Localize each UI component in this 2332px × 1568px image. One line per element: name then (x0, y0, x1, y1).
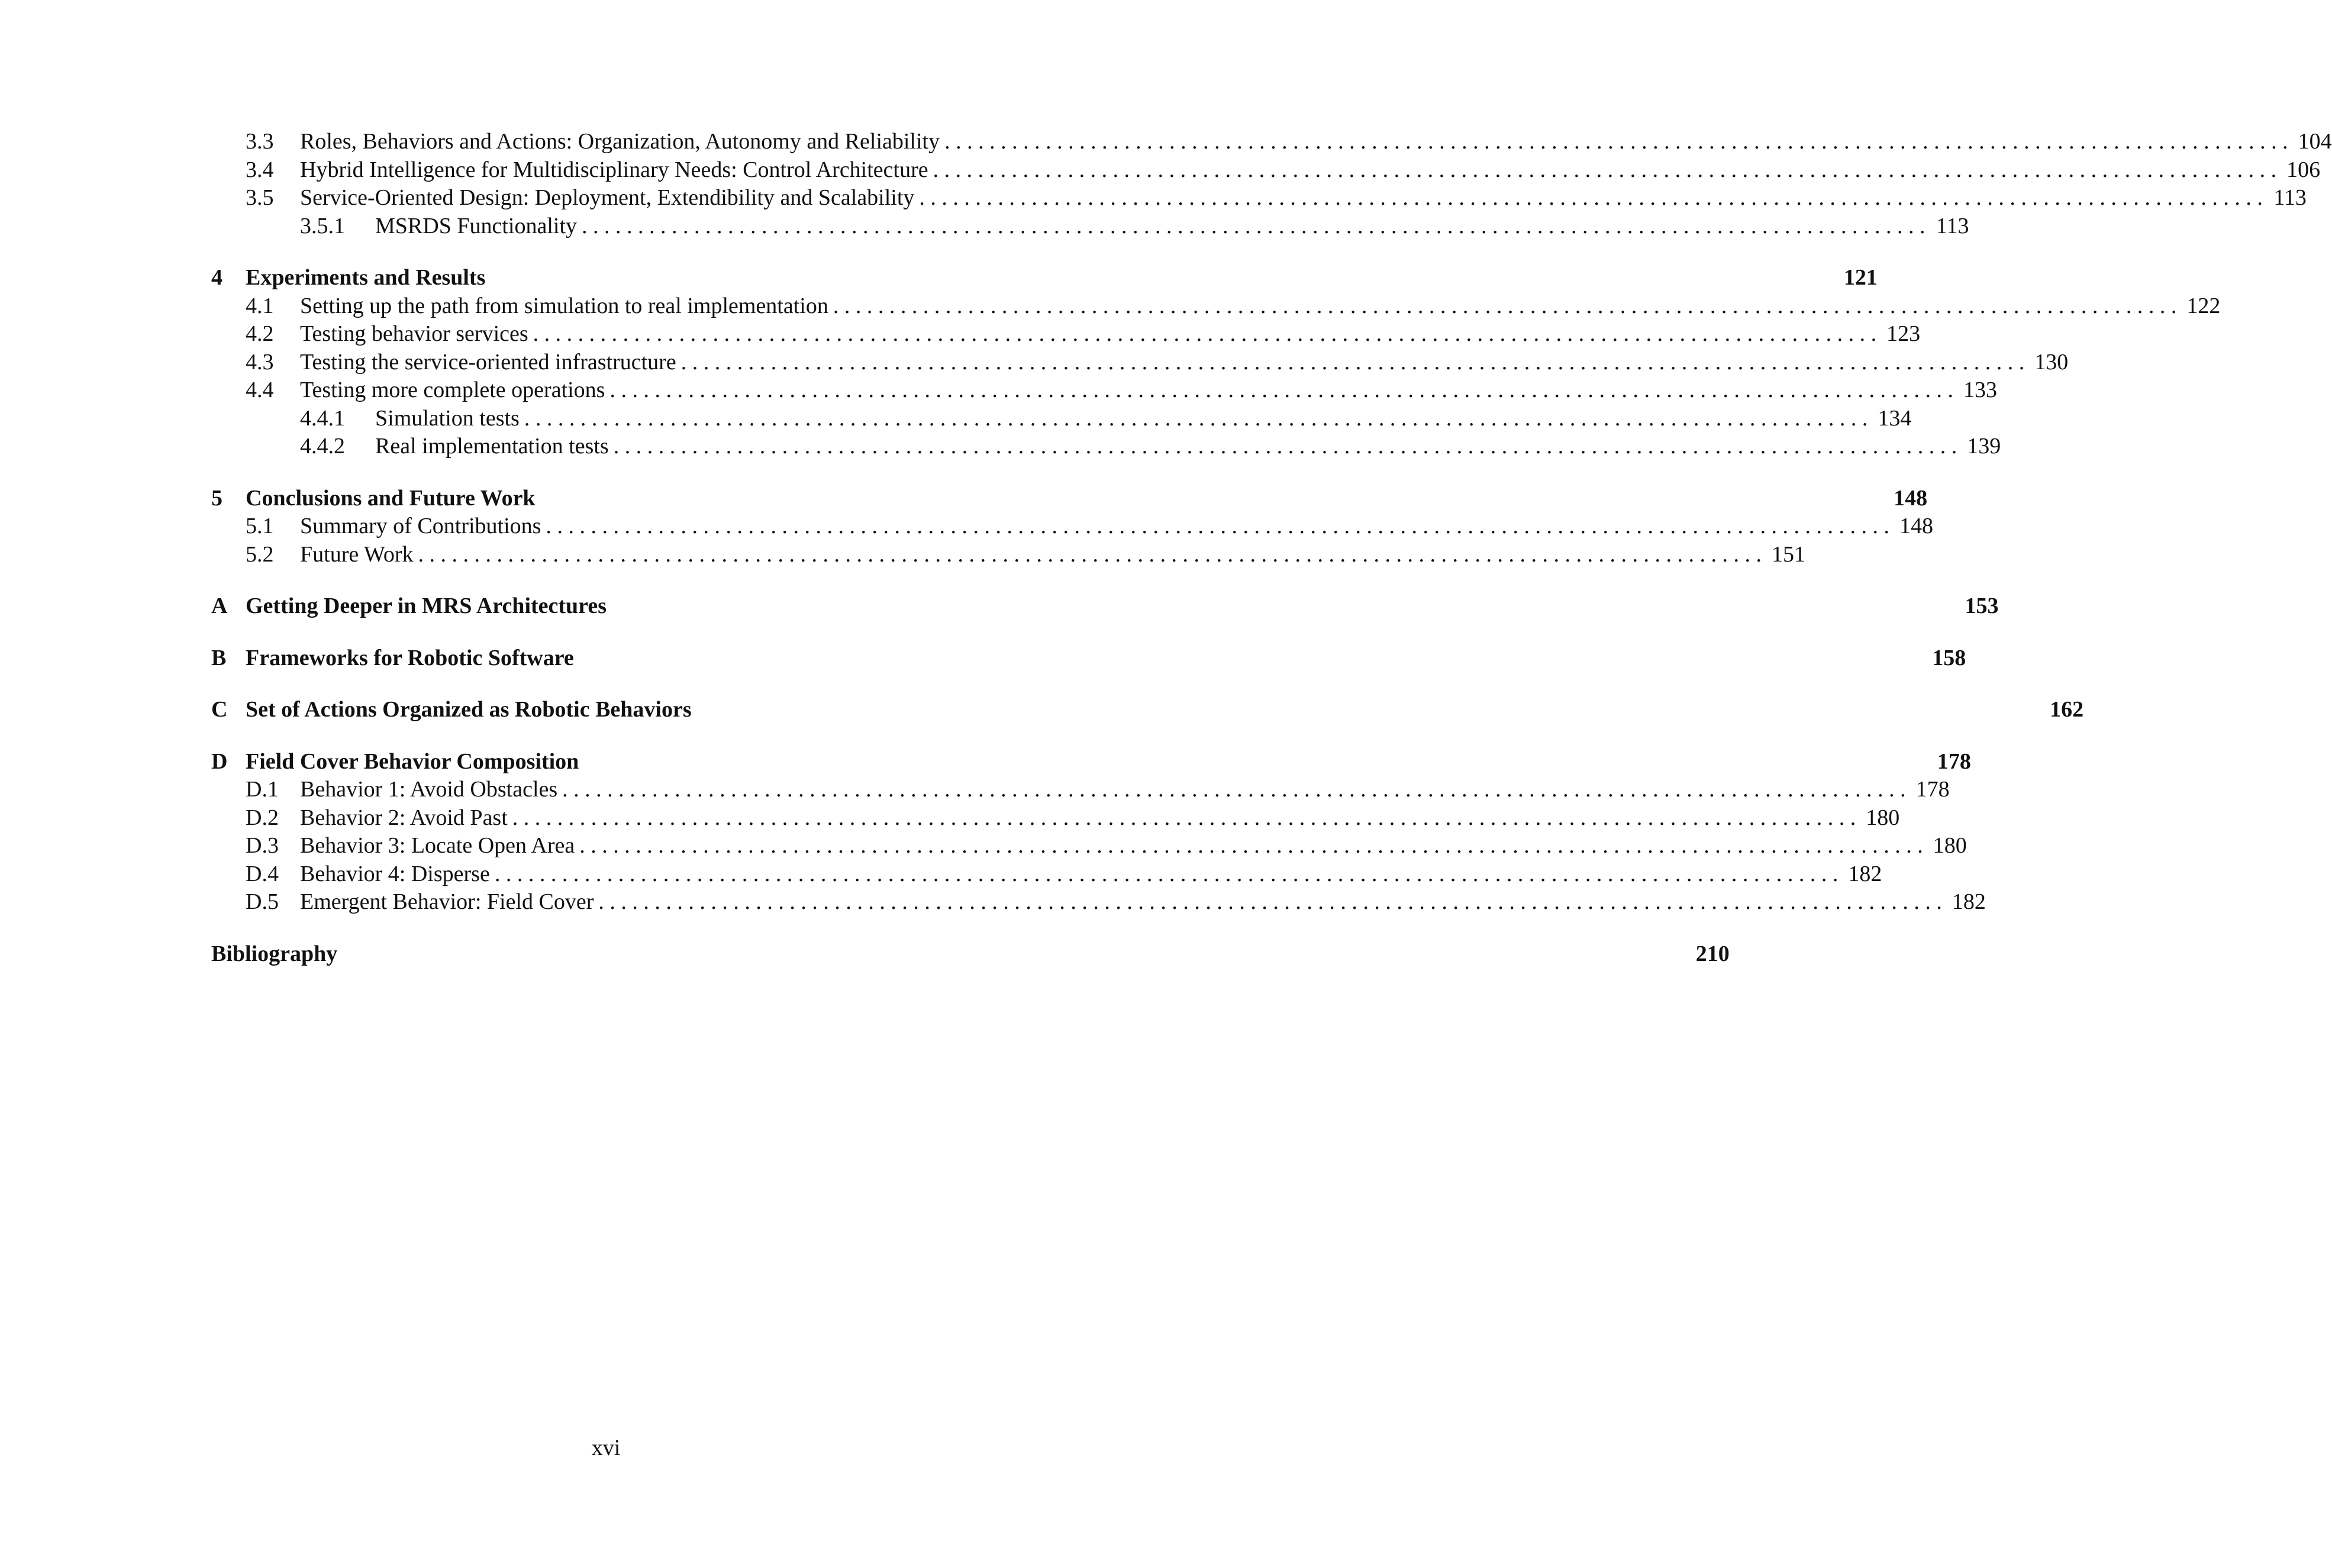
toc-entry-number: 5 (211, 485, 222, 511)
toc-entry-page-number: 122 (2186, 293, 2221, 318)
toc-entry-number: 4 (211, 265, 222, 290)
toc-entry-title: Summary of Contributions (300, 514, 541, 538)
toc-entry-number: 5.2 (246, 541, 274, 567)
toc-entry-chapter[interactable] (211, 485, 1928, 513)
dot-leader: . . . . . . . . . . . . . . . . . . . . . . . . . . . . . . . . . . . . . . . . . . . . . . . . . . . . . . . . . . . . . . . . . . . . . . . . . . . . . . . . . . . . . . . . . . . . . . . . . . . . . . . . . . . . . . . . . . . . . . . . (613, 434, 1957, 459)
toc-entry-section[interactable] (211, 888, 1986, 917)
dot-leader: . . . . . . . . . . . . . . . . . . . . . . . . . . . . . . . . . . . . . . . . . . . . . . . . . . . . . . . . . . . . . . . . . . . . . . . . . . . . . . . . . . . . . . . . . . . . . . . . . . . . . . . . . . . . . . . . . . . . . . . . (494, 861, 1838, 886)
toc-entry-title: Setting up the path from simulation to real implementation (300, 293, 828, 318)
toc-entry-page-number: 133 (1963, 378, 1997, 402)
toc-entry-title: Service-Oriented Design: Deployment, Extendibility and Scalability (300, 185, 915, 210)
toc-entry-section[interactable] (211, 512, 1933, 541)
toc-entry-chapter[interactable] (211, 644, 1966, 673)
page-number-footer: xvi (591, 1435, 621, 1460)
toc-entry-section[interactable] (211, 776, 1950, 804)
dot-leader: . . . . . . . . . . . . . . . . . . . . . . . . . . . . . . . . . . . . . . . . . . . . . . . . . . . . . . . . . . . . . . . . . . . . . . . . . . . . . . . . . . . . . . . . . . . . . . . . . . . . . . . . . . . . . . . . . . . . . . . . (579, 833, 1923, 858)
toc-entry-chapter[interactable] (211, 264, 1878, 292)
toc-entry-page-number: 182 (1848, 861, 1882, 886)
toc-entry-number: 4.4.2 (300, 434, 345, 459)
dot-leader: . . . . . . . . . . . . . . . . . . . . . . . . . . . . . . . . . . . . . . . . . . . . . . . . . . . . . . . . . . . . . . . . . . . . . . . . . . . . . . . . . . . . . . . . . . . . . . . . . . . . . . . . . . . . . . . . . . . . . . . . (944, 129, 2288, 154)
toc-entry-title: Frameworks for Robotic Software (246, 645, 574, 670)
toc-entry-title: Bibliography (211, 941, 338, 966)
toc-entry-page-number: 178 (1937, 748, 1971, 774)
toc-entry-page-number: 134 (1878, 405, 1912, 431)
toc-entry-title: Testing the service-oriented infrastructure (300, 349, 676, 375)
dot-leader: . . . . . . . . . . . . . . . . . . . . . . . . . . . . . . . . . . . . . . . . . . . . . . . . . . . . . . . . . . . . . . . . . . . . . . . . . . . . . . . . . . . . . . . . . . . . . . . . . . . . . . . . . . . . . . . . . . . . . . . . (933, 157, 2277, 182)
dot-leader: . . . . . . . . . . . . . . . . . . . . . . . . . . . . . . . . . . . . . . . . . . . . . . . . . . . . . . . . . . . . . . . . . . . . . . . . . . . . . . . . . . . . . . . . . . . . . . . . . . . . . . . . . . . . . . . . . . . . . . . . (533, 321, 1877, 346)
toc-entry-title: Field Cover Behavior Composition (246, 748, 579, 774)
toc-entry-page-number: 151 (1772, 541, 1806, 567)
toc-entry-title: Behavior 2: Avoid Past (300, 805, 508, 830)
toc-entry-chapter[interactable] (211, 940, 1730, 969)
toc-entry-page-number: 158 (1932, 645, 1966, 670)
table-of-contents (211, 128, 2332, 968)
toc-entry-page-number: 113 (1936, 213, 1969, 238)
toc-entry-number: B (211, 645, 227, 670)
toc-entry-title: Real implementation tests (375, 434, 609, 459)
toc-entry-page-number: 148 (1899, 514, 1933, 538)
toc-entry-page-number: 121 (1843, 265, 1878, 290)
toc-entry-title: Emergent Behavior: Field Cover (300, 889, 594, 914)
toc-entry-title: MSRDS Functionality (375, 213, 577, 238)
toc-entry-subsection[interactable] (211, 212, 1969, 241)
toc-entry-number: 3.4 (246, 157, 274, 182)
toc-entry-page-number: 104 (2298, 129, 2332, 154)
toc-entry-page-number: 130 (2034, 349, 2069, 375)
dot-leader: . . . . . . . . . . . . . . . . . . . . . . . . . . . . . . . . . . . . . . . . . . . . . . . . . . . . . . . . . . . . . . . . . . . . . . . . . . . . . . . . . . . . . . . . . . . . . . . . . . . . . . . . . . . . . . . . . . . . . . . . (680, 349, 2025, 375)
toc-entry-number: D.4 (246, 861, 279, 886)
toc-entry-chapter[interactable] (211, 748, 1971, 776)
toc-entry-number: 4.4 (246, 378, 274, 402)
toc-entry-page-number: 148 (1894, 485, 1928, 511)
toc-entry-page-number: 180 (1933, 833, 1967, 858)
toc-entry-page-number: 106 (2286, 157, 2321, 182)
toc-entry-number: 4.3 (246, 349, 274, 375)
toc-entry-number: 5.1 (246, 514, 274, 538)
toc-entry-title: Experiments and Results (246, 265, 486, 290)
toc-entry-section[interactable] (211, 128, 2332, 156)
toc-entry-number: 4.1 (246, 293, 274, 318)
dot-leader: . . . . . . . . . . . . . . . . . . . . . . . . . . . . . . . . . . . . . . . . . . . . . . . . . . . . . . . . . . . . . . . . . . . . . . . . . . . . . . . . . . . . . . . . . . . . . . . . . . . . . . . . . . . . . . . . . . . . . . . . (919, 185, 2263, 210)
dot-leader: . . . . . . . . . . . . . . . . . . . . . . . . . . . . . . . . . . . . . . . . . . . . . . . . . . . . . . . . . . . . . . . . . . . . . . . . . . . . . . . . . . . . . . . . . . . . . . . . . . . . . . . . . . . . . . . . . . . . . . . . (598, 889, 1942, 914)
toc-entry-section[interactable] (211, 541, 1806, 569)
toc-entry-number: D.5 (246, 889, 279, 914)
toc-entry-number: 3.5 (246, 185, 274, 210)
dot-leader: . . . . . . . . . . . . . . . . . . . . . . . . . . . . . . . . . . . . . . . . . . . . . . . . . . . . . . . . . . . . . . . . . . . . . . . . . . . . . . . . . . . . . . . . . . . . . . . . . . . . . . . . . . . . . . . . . . . . . . . . (512, 805, 1856, 830)
dot-leader: . . . . . . . . . . . . . . . . . . . . . . . . . . . . . . . . . . . . . . . . . . . . . . . . . . . . . . . . . . . . . . . . . . . . . . . . . . . . . . . . . . . . . . . . . . . . . . . . . . . . . . . . . . . . . . . . . . . . . . . . (418, 541, 1762, 567)
dot-leader: . . . . . . . . . . . . . . . . . . . . . . . . . . . . . . . . . . . . . . . . . . . . . . . . . . . . . . . . . . . . . . . . . . . . . . . . . . . . . . . . . . . . . . . . . . . . . . . . . . . . . . . . . . . . . . . . . . . . . . . . (524, 405, 1868, 431)
toc-entry-title: Roles, Behaviors and Actions: Organization, Autonomy and Reliability (300, 129, 940, 154)
toc-entry-section[interactable] (211, 376, 1997, 405)
toc-entry-title: Hybrid Intelligence for Multidisciplinary Needs: Control Architecture (300, 157, 928, 182)
toc-entry-number: D.2 (246, 805, 279, 830)
toc-entry-number: D (211, 748, 228, 774)
toc-entry-page-number: 182 (1952, 889, 1986, 914)
toc-entry-page-number: 123 (1886, 321, 1921, 346)
toc-entry-section[interactable] (211, 320, 1921, 349)
toc-entry-number: 4.4.1 (300, 405, 345, 431)
toc-entry-number: D.1 (246, 777, 279, 802)
toc-entry-title: Testing behavior services (300, 321, 528, 346)
toc-entry-section[interactable] (211, 349, 2069, 377)
toc-entry-subsection[interactable] (211, 433, 2001, 461)
dot-leader: . . . . . . . . . . . . . . . . . . . . . . . . . . . . . . . . . . . . . . . . . . . . . . . . . . . . . . . . . . . . . . . . . . . . . . . . . . . . . . . . . . . . . . . . . . . . . . . . . . . . . . . . . . . . . . . . . . . . . . . . (546, 514, 1889, 538)
toc-entry-section[interactable] (211, 804, 1900, 833)
toc-entry-number: C (211, 697, 228, 722)
toc-entry-page-number: 210 (1695, 941, 1730, 966)
toc-entry-number: 4.2 (246, 321, 274, 346)
toc-entry-title: Behavior 4: Disperse (300, 861, 490, 886)
toc-entry-title: Simulation tests (375, 405, 520, 431)
toc-entry-number: D.3 (246, 833, 279, 858)
toc-entry-page-number: 180 (1866, 805, 1900, 830)
toc-entry-page-number: 153 (1965, 593, 1999, 618)
toc-entry-chapter[interactable] (211, 592, 1999, 621)
toc-entry-section[interactable] (211, 292, 2221, 321)
toc-entry-section[interactable] (211, 156, 2321, 185)
toc-entry-title: Set of Actions Organized as Robotic Behaviors (246, 697, 692, 722)
toc-entry-chapter[interactable] (211, 696, 2084, 724)
toc-entry-page-number: 139 (1967, 434, 2001, 459)
dot-leader: . . . . . . . . . . . . . . . . . . . . . . . . . . . . . . . . . . . . . . . . . . . . . . . . . . . . . . . . . . . . . . . . . . . . . . . . . . . . . . . . . . . . . . . . . . . . . . . . . . . . . . . . . . . . . . . . . . . . . . . . (582, 213, 1925, 238)
toc-entry-section[interactable] (211, 184, 2307, 212)
toc-entry-title: Getting Deeper in MRS Architectures (246, 593, 607, 618)
toc-entry-title: Testing more complete operations (300, 378, 605, 402)
toc-entry-title: Behavior 1: Avoid Obstacles (300, 777, 558, 802)
toc-entry-page-number: 113 (2273, 185, 2307, 210)
toc-entry-title: Future Work (300, 541, 414, 567)
toc-entry-page-number: 162 (2050, 697, 2084, 722)
dot-leader: . . . . . . . . . . . . . . . . . . . . . . . . . . . . . . . . . . . . . . . . . . . . . . . . . . . . . . . . . . . . . . . . . . . . . . . . . . . . . . . . . . . . . . . . . . . . . . . . . . . . . . . . . . . . . . . . . . . . . . . . (609, 378, 1953, 402)
toc-entry-number: 3.3 (246, 129, 274, 154)
toc-entry-title: Behavior 3: Locate Open Area (300, 833, 575, 858)
toc-entry-section[interactable] (211, 860, 1882, 889)
toc-entry-page-number: 178 (1915, 777, 1950, 802)
toc-entry-subsection[interactable] (211, 405, 1912, 433)
toc-entry-number: A (211, 593, 228, 618)
toc-entry-title: Conclusions and Future Work (246, 485, 536, 511)
toc-entry-section[interactable] (211, 832, 1967, 860)
dot-leader: . . . . . . . . . . . . . . . . . . . . . . . . . . . . . . . . . . . . . . . . . . . . . . . . . . . . . . . . . . . . . . . . . . . . . . . . . . . . . . . . . . . . . . . . . . . . . . . . . . . . . . . . . . . . . . . . . . . . . . . . (562, 777, 1906, 802)
toc-entry-number: 3.5.1 (300, 213, 345, 238)
dot-leader: . . . . . . . . . . . . . . . . . . . . . . . . . . . . . . . . . . . . . . . . . . . . . . . . . . . . . . . . . . . . . . . . . . . . . . . . . . . . . . . . . . . . . . . . . . . . . . . . . . . . . . . . . . . . . . . . . . . . . . . . (833, 293, 2177, 318)
